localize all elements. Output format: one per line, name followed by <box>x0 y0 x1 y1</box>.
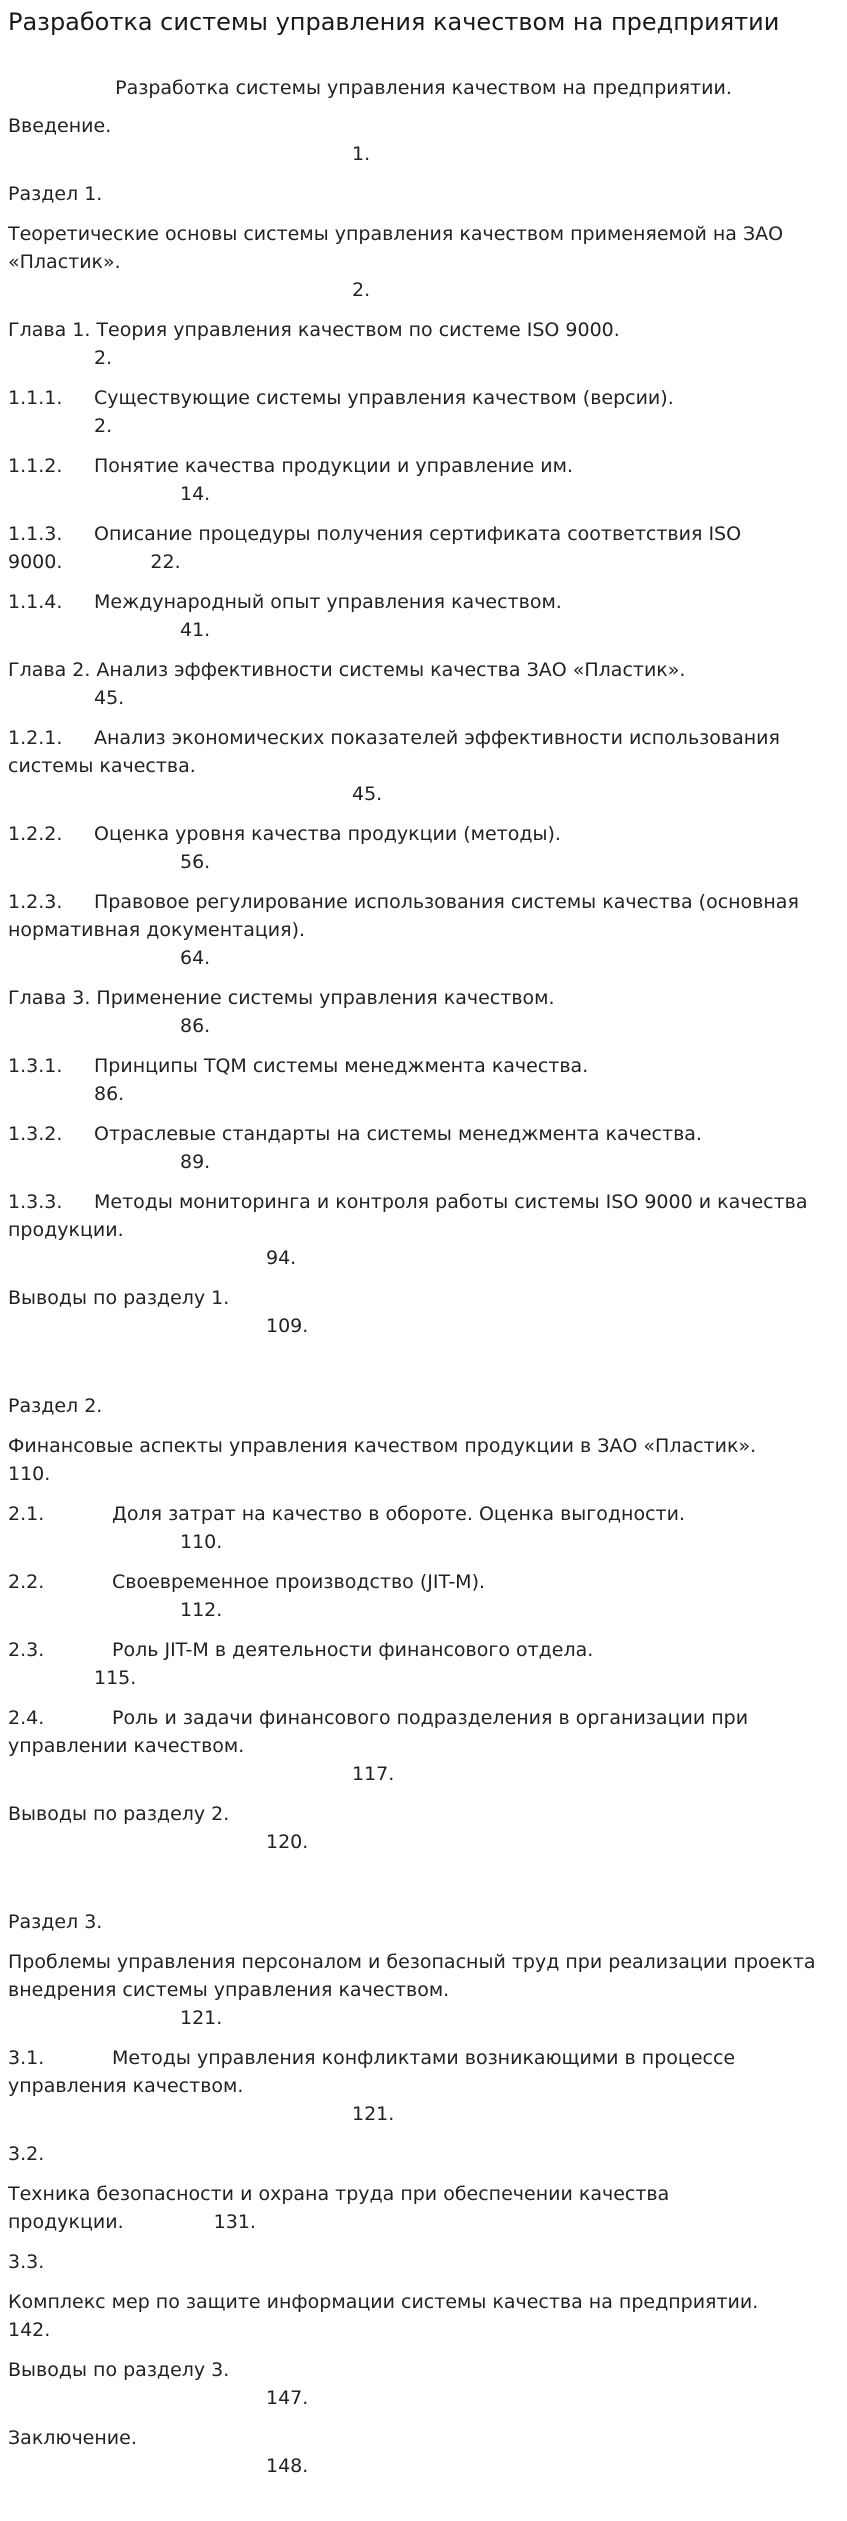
toc-page-number: 121. <box>180 2007 223 2029</box>
item-number: 1.3.2. <box>8 1123 63 1145</box>
toc-page-number: 110. <box>8 1463 51 1485</box>
toc-item-1-1-3 <box>8 520 840 576</box>
item-title: Роль JIT-M в деятельности финансового отдела. <box>112 1639 594 1661</box>
item-title: Правовое регулирование использования системы качества (основная <box>94 891 799 913</box>
item-title-line2: нормативная документация). <box>8 919 306 941</box>
item-number: 1.1.3. <box>8 523 63 545</box>
toc-section-3 <box>8 1908 840 1936</box>
item-number: 2.2. <box>8 1571 45 1593</box>
toc-page-number: 142. <box>8 2319 51 2341</box>
toc-section-3-title <box>8 1948 840 2032</box>
conclusions-title: Выводы по разделу 1. <box>8 1287 230 1309</box>
toc-page-number: 86. <box>94 1083 125 1105</box>
item-number: 3.1. <box>8 2047 45 2069</box>
toc-section-2-title <box>8 1432 840 1488</box>
item-number: 1.2.2. <box>8 823 63 845</box>
toc-page-number: 86. <box>180 1015 211 1037</box>
toc-page-number: 41. <box>180 619 211 641</box>
toc-section-2 <box>8 1392 840 1420</box>
toc-item-1-3-1 <box>8 1052 840 1108</box>
toc-item-1-1-2 <box>8 452 840 508</box>
toc-page-number: 131. <box>213 2211 256 2233</box>
toc-page-number: 94. <box>266 1247 297 1269</box>
toc-page-number: 121. <box>352 2103 395 2125</box>
item-title-line2: управления качеством. <box>8 2075 244 2097</box>
toc-item-3-3 <box>8 2288 840 2344</box>
toc-page-number: 2. <box>94 347 113 369</box>
item-number: 1.3.3. <box>8 1191 63 1213</box>
item-title-line2: системы качества. <box>8 755 196 777</box>
toc-page-number: 89. <box>180 1151 211 1173</box>
toc-item-3-1 <box>8 2044 840 2128</box>
item-number: 1.2.3. <box>8 891 63 913</box>
toc-page-number: 2. <box>352 279 371 301</box>
section-label: Раздел 1. <box>8 183 103 205</box>
toc-item-1-3-3 <box>8 1188 840 1272</box>
toc-page-number: 110. <box>180 1531 223 1553</box>
item-number: 1.1.1. <box>8 387 63 409</box>
conclusion-title: Заключение. <box>8 2427 137 2449</box>
item-number: 1.2.1. <box>8 727 63 749</box>
toc-item-2-2 <box>8 1568 840 1624</box>
toc-item-3-2-number <box>8 2140 840 2168</box>
item-number: 2.1. <box>8 1503 45 1525</box>
item-number: 3.3. <box>8 2251 45 2273</box>
toc-entry-text: Введение. <box>8 115 112 137</box>
toc-item-2-1 <box>8 1500 840 1556</box>
section-title-line2: внедрения системы управления качеством. <box>8 1979 450 2001</box>
item-number: 2.3. <box>8 1639 45 1661</box>
toc-item-1-2-2 <box>8 820 840 876</box>
item-title: Своевременное производство (JIT-M). <box>112 1571 486 1593</box>
section-title-line1: Проблемы управления персоналом и безопасный труд при реализации проекта <box>8 1951 816 1973</box>
toc-conclusions-1 <box>8 1284 840 1340</box>
item-title: Понятие качества продукции и управление им. <box>94 455 573 477</box>
toc-page-number: 64. <box>180 947 211 969</box>
item-title: Методы управления конфликтами возникающими в процессе <box>112 2047 736 2069</box>
item-title: Принципы TQM системы менеджмента качества. <box>94 1055 589 1077</box>
toc-conclusion <box>8 2424 840 2480</box>
conclusions-title: Выводы по разделу 2. <box>8 1803 230 1825</box>
conclusions-title: Выводы по разделу 3. <box>8 2359 230 2381</box>
item-title-line2: продукции. <box>8 2211 124 2233</box>
toc-section-1 <box>8 180 840 208</box>
item-title: Техника безопасности и охрана труда при обеспечении качества <box>8 2183 670 2205</box>
section-label: Раздел 3. <box>8 1911 103 1933</box>
toc-page-number: 45. <box>352 783 383 805</box>
item-title: Оценка уровня качества продукции (методы). <box>94 823 561 845</box>
toc-item-1-1-4 <box>8 588 840 644</box>
toc-page-number: 45. <box>94 687 125 709</box>
toc-page-number: 120. <box>266 1831 309 1853</box>
chapter-title: Глава 1. Теория управления качеством по системе ISO 9000. <box>8 319 620 341</box>
toc-page-number: 148. <box>266 2455 309 2477</box>
toc-page-number: 117. <box>352 1763 395 1785</box>
toc-entry-intro <box>8 112 840 168</box>
toc-page-number: 56. <box>180 851 211 873</box>
toc-page-number: 109. <box>266 1315 309 1337</box>
toc-conclusions-2 <box>8 1800 840 1856</box>
toc-chapter-3 <box>8 984 840 1040</box>
item-title-line2: продукции. <box>8 1219 124 1241</box>
toc-chapter-2 <box>8 656 840 712</box>
toc-item-1-2-1 <box>8 724 840 808</box>
item-title: Доля затрат на качество в обороте. Оценка выгодности. <box>112 1503 685 1525</box>
toc-section-1-title <box>8 220 840 304</box>
toc-conclusions-3 <box>8 2356 840 2412</box>
item-number: 1.1.2. <box>8 455 63 477</box>
item-title: Международный опыт управления качеством. <box>94 591 562 613</box>
document-subtitle: Разработка системы управления качеством на предприятии. <box>115 77 732 99</box>
toc-chapter-1 <box>8 316 840 372</box>
toc-item-1-3-2 <box>8 1120 840 1176</box>
section-label: Раздел 2. <box>8 1395 103 1417</box>
chapter-title: Глава 2. Анализ эффективности системы качества ЗАО «Пластик». <box>8 659 686 681</box>
toc-page-number: 115. <box>94 1667 137 1689</box>
item-number: 1.1.4. <box>8 591 63 613</box>
toc-item-3-3-number <box>8 2248 840 2276</box>
section-title-line1: Финансовые аспекты управления качеством продукции в ЗАО «Пластик». <box>8 1435 757 1457</box>
item-title: Отраслевые стандарты на системы менеджмента качества. <box>94 1123 702 1145</box>
item-title: Описание процедуры получения сертификата соответствия ISO <box>94 523 742 545</box>
item-title: Существующие системы управления качеством (версии). <box>94 387 674 409</box>
section-title-line2: «Пластик». <box>8 251 121 273</box>
toc-page-number: 147. <box>266 2387 309 2409</box>
item-number: 3.2. <box>8 2143 45 2165</box>
toc-item-2-3 <box>8 1636 840 1692</box>
table-of-contents <box>8 112 840 2492</box>
toc-page-number: 22. <box>150 551 181 573</box>
item-title-line2: управлении качеством. <box>8 1735 245 1757</box>
toc-page-number: 112. <box>180 1599 223 1621</box>
toc-item-1-1-1 <box>8 384 840 440</box>
item-title-line2: 9000. <box>8 551 63 573</box>
item-number: 1.3.1. <box>8 1055 63 1077</box>
item-title: Комплекс мер по защите информации системы качества на предприятии. <box>8 2291 759 2313</box>
item-number: 2.4. <box>8 1707 45 1729</box>
toc-item-1-2-3 <box>8 888 840 972</box>
toc-page-number: 1. <box>352 143 371 165</box>
toc-item-3-2 <box>8 2180 840 2236</box>
chapter-title: Глава 3. Применение системы управления качеством. <box>8 987 555 1009</box>
section-title-line1: Теоретические основы системы управления качеством применяемой на ЗАО <box>8 223 784 245</box>
toc-item-2-4 <box>8 1704 840 1788</box>
page-heading: Разработка системы управления качеством на предприятии <box>8 8 780 36</box>
toc-page-number: 2. <box>94 415 113 437</box>
item-title: Анализ экономических показателей эффективности использования <box>94 727 780 749</box>
item-title: Методы мониторинга и контроля работы системы ISO 9000 и качества <box>94 1191 808 1213</box>
toc-page-number: 14. <box>180 483 211 505</box>
item-title: Роль и задачи финансового подразделения в организации при <box>112 1707 749 1729</box>
